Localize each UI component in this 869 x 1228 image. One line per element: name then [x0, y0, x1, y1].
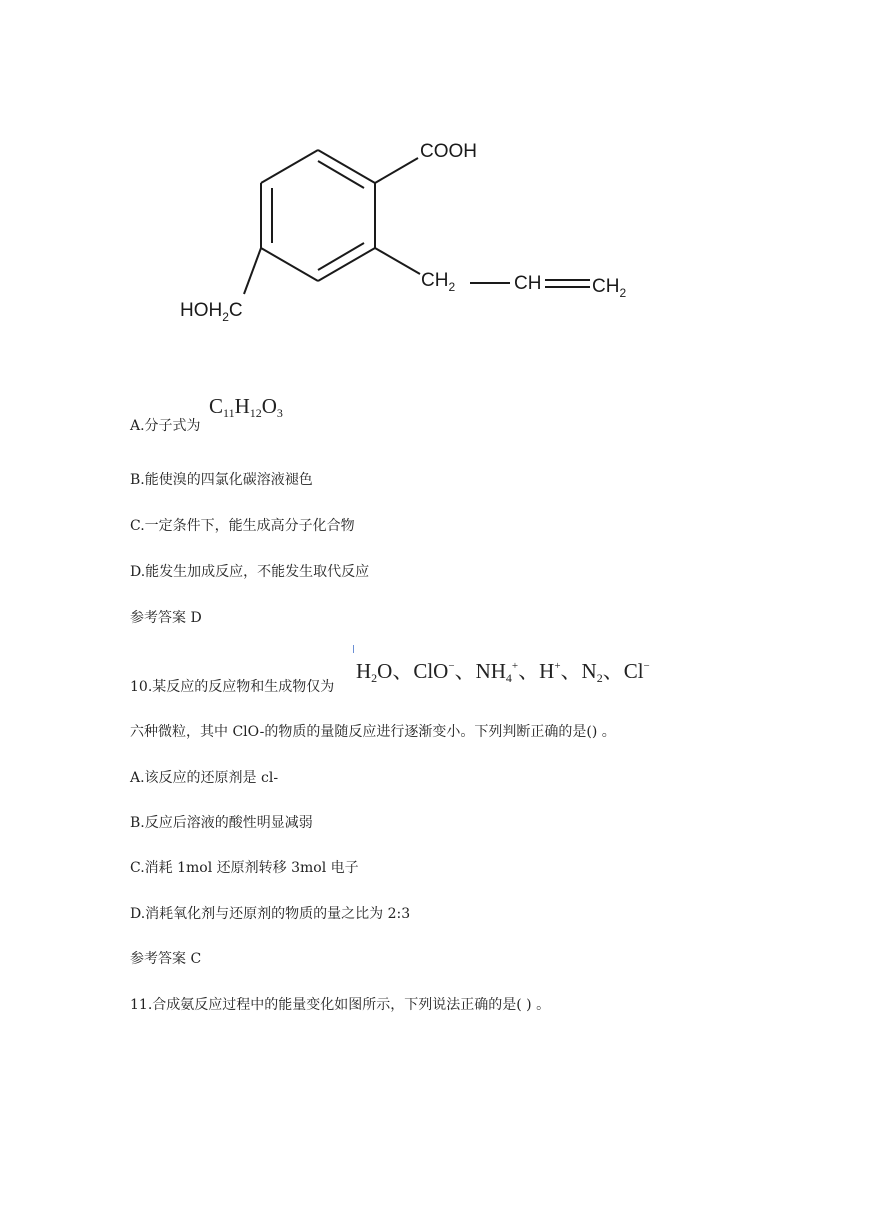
- q11-question: 11.合成氨反应过程中的能量变化如图所示，下列说法正确的是( ) 。: [130, 997, 551, 1013]
- bond-to-ch2: [375, 248, 420, 274]
- ring-double-bond: [318, 243, 364, 270]
- q10-question-start: 10.某反应的反应物和生成物仅为: [130, 679, 335, 695]
- ring-bond: [261, 150, 318, 183]
- q10-species-formula: $H_2O$、ClO−、$NH_4^+$、H+、$N_2$、Cl−: [356, 659, 650, 685]
- q10-answer: 参考答案 C: [130, 951, 202, 967]
- bond-to-hoh2c: [244, 248, 261, 294]
- q10-option-b: B.反应后溶液的酸性明显减弱: [130, 815, 313, 831]
- ch2-label: $CH_2$: [421, 270, 456, 294]
- bond-to-cooh: [375, 158, 418, 183]
- ring-bond: [261, 248, 318, 281]
- q9-option-a: A.分子式为: [130, 418, 201, 434]
- ch2-terminal-label: $CH_2$: [592, 276, 627, 300]
- q9-answer: 参考答案 D: [130, 610, 202, 626]
- q9-option-b: B.能使溴的四氯化碳溶液褪色: [130, 472, 313, 488]
- cursor-mark: [353, 645, 354, 653]
- q10-option-c: C.消耗 1mol 还原剂转移 3mol 电子: [130, 860, 359, 876]
- q10-option-a: A.该反应的还原剂是 cl-: [130, 770, 279, 786]
- q9-formula-a: $C_{11}H_{12}O_3$: [209, 394, 283, 420]
- q10-option-d: D.消耗氧化剂与还原剂的物质的量之比为 2:3: [130, 906, 411, 922]
- ring-double-bond: [318, 161, 364, 188]
- q9-option-d: D.能发生加成反应，不能发生取代反应: [130, 564, 370, 580]
- cooh-label: COOH: [420, 141, 477, 162]
- hoh2c-label: $HOH_2C$: [180, 300, 243, 324]
- q9-option-c: C.一定条件下，能生成高分子化合物: [130, 518, 355, 534]
- molecule-structure: [0, 0, 869, 380]
- ch-label: CH: [514, 273, 542, 294]
- q10-question-cont: 六种微粒，其中 ClO-的物质的量随反应进行逐渐变小。下列判断正确的是() 。: [130, 724, 616, 740]
